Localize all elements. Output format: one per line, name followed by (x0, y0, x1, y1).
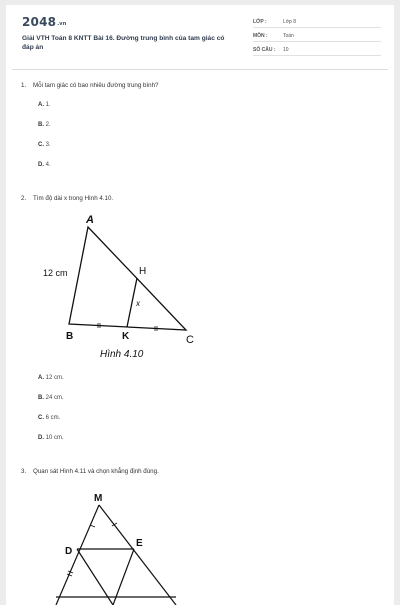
option-letter: C. (38, 142, 44, 148)
figure-caption: Hình 4.10 (100, 349, 144, 360)
question-number: 1. (21, 82, 27, 89)
label-b: B (66, 331, 74, 342)
meta-count-value: 10 (283, 47, 289, 53)
option-text: 24 cm. (45, 395, 64, 401)
option-letter: A. (38, 375, 44, 381)
option-text: 3. (45, 142, 51, 148)
label-k: K (122, 331, 130, 342)
document-sheet (6, 5, 394, 605)
question-number: 3. (21, 468, 27, 475)
label-e: E (136, 538, 143, 549)
question-text: Tìm độ dài x trong Hình 4.10. (33, 195, 114, 202)
meta-class-value: Lớp 8 (283, 19, 297, 25)
option-letter: C. (38, 415, 44, 421)
option-letter: B. (38, 122, 44, 128)
option-text: 6 cm. (45, 415, 61, 421)
logo-text: 2048 (22, 15, 57, 29)
question-text: Quan sát Hình 4.11 và chọn khẳng định đúng. (33, 468, 159, 475)
meta-class-key: LỚP : (253, 19, 267, 25)
label-12cm: 12 cm (43, 268, 68, 278)
label-x: x (136, 299, 140, 308)
option-text: 4. (45, 162, 51, 168)
document-title: Giải VTH Toán 8 KNTT Bài 16. Đường trung bình của tam giác có đáp án (22, 35, 225, 52)
figure-4-11 (6, 5, 394, 605)
option-letter: A. (38, 102, 44, 108)
triangle-mnp-lines (56, 505, 176, 605)
question-text: Mỗi tam giác có bao nhiêu đường trung bình? (33, 82, 159, 89)
option-letter: D. (38, 435, 44, 441)
option-text: 1. (45, 102, 51, 108)
question-number: 2. (21, 195, 27, 202)
option-letter: B. (38, 395, 44, 401)
label-c: C (186, 334, 194, 346)
option-letter: D. (38, 162, 44, 168)
option-text: 2. (45, 122, 51, 128)
meta-count-key: SỐ CÂU : (253, 47, 276, 53)
logo-suffix: .vn (57, 21, 67, 27)
meta-subject-value: Toán (283, 33, 294, 39)
label-m: M (94, 493, 103, 504)
label-a: A (86, 214, 94, 226)
option-text: 10 cm. (45, 435, 64, 441)
meta-subject-key: MÔN : (253, 33, 268, 39)
label-d: D (65, 546, 73, 557)
label-h: H (139, 266, 147, 277)
option-text: 12 cm. (45, 375, 64, 381)
